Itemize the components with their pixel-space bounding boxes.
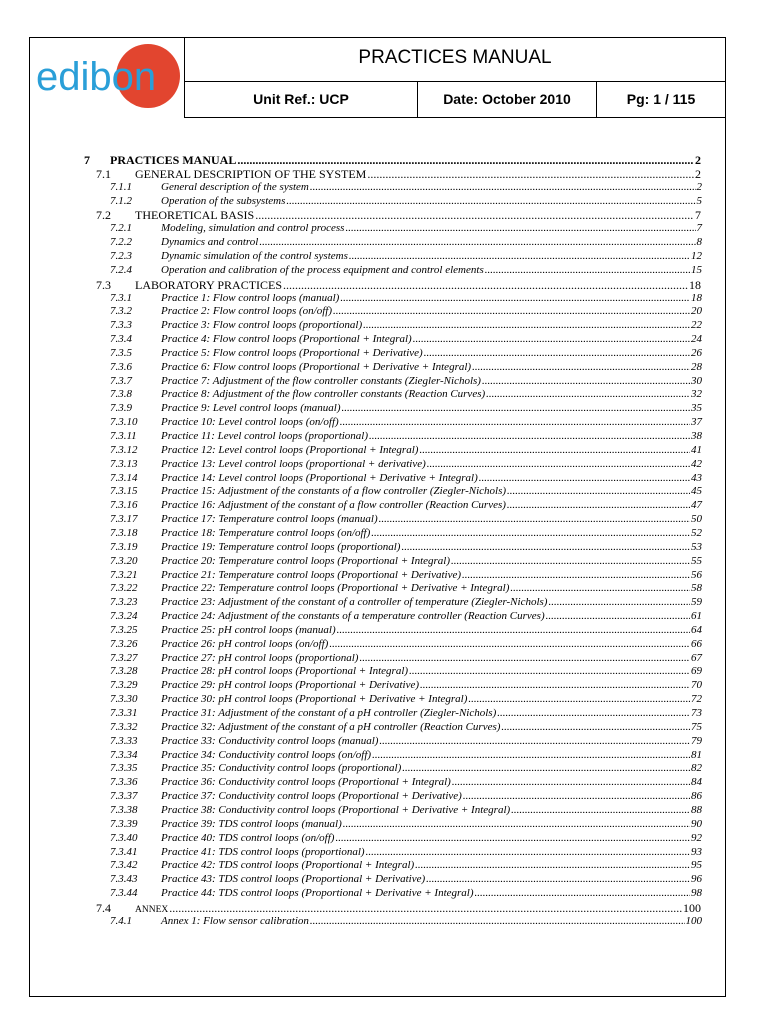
toc-entry-page: 69 xyxy=(691,665,702,678)
toc-dot-leader xyxy=(359,652,690,664)
toc-dot-leader xyxy=(372,749,690,761)
toc-entry-title: Practice 20: Temperature control loops (Proportional + Integral) xyxy=(161,554,451,567)
toc-entry-number: 7.3.38 xyxy=(110,803,138,816)
toc-entry[interactable] xyxy=(110,513,702,525)
toc-dot-leader xyxy=(486,388,690,400)
toc-entry[interactable] xyxy=(84,153,701,168)
toc-dot-leader xyxy=(497,707,690,719)
toc-entry[interactable] xyxy=(110,555,702,567)
toc-entry-page: 100 xyxy=(683,900,701,915)
toc-entry-number: 7.3.27 xyxy=(110,651,138,664)
toc-entry[interactable] xyxy=(110,582,702,594)
toc-dot-leader xyxy=(546,610,690,622)
toc-entry-page: 2 xyxy=(695,153,701,167)
toc-entry-number: 7.3.11 xyxy=(110,430,137,442)
toc-entry-page: 42 xyxy=(691,457,702,470)
toc-dot-leader xyxy=(371,527,690,539)
toc-entry-title: Practice 9: Level control loops (manual) xyxy=(161,402,341,415)
toc-entry-page: 95 xyxy=(691,859,702,872)
toc-dot-leader xyxy=(472,361,690,373)
toc-entry-page: 28 xyxy=(691,360,702,373)
toc-entry-title: Practice 29: pH control loops (Proportional + Derivative) xyxy=(161,679,420,692)
toc-entry-title: Practice 21: Temperature control loops (Proportional + Derivative) xyxy=(161,568,461,581)
toc-entry-title: Practice 14: Level control loops (Proportional + Derivative + Integral) xyxy=(161,471,478,484)
toc-entry-number: 7.3.25 xyxy=(110,623,138,636)
toc-dot-leader xyxy=(501,721,690,733)
toc-entry[interactable] xyxy=(110,388,702,400)
toc-entry-number: 7.4.1 xyxy=(110,914,132,927)
toc-entry[interactable] xyxy=(110,735,702,747)
toc-entry-title: Practice 28: pH control loops (Proportional + Integral) xyxy=(161,665,409,678)
toc-entry-number: 7.3.20 xyxy=(110,554,138,567)
toc-dot-leader xyxy=(451,555,690,567)
toc-entry[interactable] xyxy=(110,693,702,705)
toc-entry[interactable] xyxy=(96,901,701,916)
toc-entry[interactable] xyxy=(110,652,702,664)
toc-entry[interactable] xyxy=(110,416,702,428)
toc-entry[interactable] xyxy=(110,804,702,816)
toc-entry-title: Practice 16: Adjustment of the constant of a flow controller (Reaction Curves) xyxy=(161,499,506,512)
toc-entry[interactable] xyxy=(110,665,702,677)
toc-entry[interactable] xyxy=(110,776,702,788)
toc-entry-number: 7.3.22 xyxy=(110,582,138,595)
toc-dot-leader xyxy=(482,375,690,387)
toc-entry-number: 7.3.21 xyxy=(110,568,138,581)
toc-entry-title: Practice 5: Flow control loops (Proportional + Derivative) xyxy=(161,346,423,359)
toc-entry-page: 26 xyxy=(691,346,702,359)
toc-dot-leader xyxy=(340,292,690,304)
toc-entry-number: 7.2.3 xyxy=(110,249,132,262)
toc-entry-page: 66 xyxy=(691,637,702,650)
toc-entry-number: 7.3.42 xyxy=(110,859,138,872)
toc-entry-title: Dynamics and control xyxy=(161,236,259,249)
toc-entry[interactable] xyxy=(110,610,702,622)
toc-entry-title: Practice 11: Level control loops (proportional) xyxy=(161,430,369,442)
toc-dot-leader xyxy=(237,153,694,168)
toc-entry-page: 18 xyxy=(689,277,701,292)
toc-entry-title: Practice 30: pH control loops (Proportional + Derivative + Integral) xyxy=(161,693,468,706)
unit-reference: Unit Ref.: UCP xyxy=(185,82,418,117)
toc-entry-number: 7.3.9 xyxy=(110,402,132,415)
toc-dot-leader xyxy=(286,195,695,207)
toc-dot-leader xyxy=(402,762,690,774)
toc-entry-title: THEORETICAL BASIS xyxy=(135,208,255,223)
toc-entry-title: Practice 38: Conductivity control loops (Proportional + Derivative + Integral) xyxy=(161,803,511,816)
toc-entry-number: 7.3.19 xyxy=(110,540,138,553)
document-date: Date: October 2010 xyxy=(418,82,597,117)
toc-dot-leader xyxy=(349,250,690,262)
toc-entry-page: 90 xyxy=(691,817,702,830)
toc-entry-title: Practice 25: pH control loops (manual) xyxy=(161,623,336,636)
toc-entry-page: 98 xyxy=(691,887,702,899)
toc-entry[interactable] xyxy=(110,569,702,581)
toc-entry-page: 86 xyxy=(691,790,702,803)
toc-entry-title: Practice 31: Adjustment of the constant of a pH controller (Ziegler-Nichols) xyxy=(161,707,497,719)
toc-dot-leader xyxy=(427,458,690,470)
toc-dot-leader xyxy=(426,873,690,885)
toc-entry-title: Practice 22: Temperature control loops (Proportional + Derivative + Integral) xyxy=(161,582,510,595)
toc-entry[interactable] xyxy=(110,250,702,262)
toc-entry-number: 7.3.4 xyxy=(110,333,132,345)
toc-entry[interactable] xyxy=(110,333,702,345)
toc-entry-title: Practice 3: Flow control loops (proportional) xyxy=(161,319,363,332)
toc-entry-page: 75 xyxy=(691,720,702,733)
toc-entry-page: 41 xyxy=(691,443,702,456)
toc-entry[interactable] xyxy=(110,347,702,359)
page-indicator: Pg: 1 / 115 xyxy=(626,91,696,107)
toc-dot-leader xyxy=(420,679,690,691)
toc-dot-leader xyxy=(413,333,690,345)
toc-entry[interactable] xyxy=(110,638,702,650)
toc-entry-page: 35 xyxy=(691,402,702,415)
toc-entry-title: Practice 41: TDS control loops (proportional) xyxy=(161,845,365,858)
toc-entry-number: 7.3.28 xyxy=(110,665,138,678)
toc-entry-title: Practice 1: Flow control loops (manual) xyxy=(161,291,340,304)
document-title: PRACTICES MANUAL xyxy=(185,38,725,82)
toc-entry-number: 7.3.29 xyxy=(110,679,138,692)
toc-entry-number: 7 xyxy=(84,153,90,167)
toc-dot-leader xyxy=(510,582,690,594)
toc-entry-page: 15 xyxy=(691,263,702,276)
toc-entry-page: 64 xyxy=(691,623,702,636)
toc-dot-leader xyxy=(310,181,696,193)
toc-entry-title: Practice 35: Conductivity control loops (proportional) xyxy=(161,762,402,775)
toc-dot-leader xyxy=(329,638,690,650)
toc-entry-title: Practice 15: Adjustment of the constants of a flow controller (Ziegler-Nichols) xyxy=(161,485,507,498)
toc-entry-number: 7.3.6 xyxy=(110,360,132,373)
toc-dot-leader xyxy=(259,236,695,248)
toc-entry[interactable] xyxy=(110,472,702,484)
toc-dot-leader xyxy=(548,596,690,608)
toc-entry[interactable] xyxy=(110,485,702,497)
toc-entry-number: 7.3.32 xyxy=(110,720,138,733)
toc-dot-leader xyxy=(401,541,690,553)
toc-dot-leader xyxy=(507,485,690,497)
toc-dot-leader xyxy=(452,776,690,788)
toc-entry[interactable] xyxy=(96,278,701,293)
toc-entry-number: 7.3.37 xyxy=(110,790,138,803)
toc-entry-page: 79 xyxy=(691,734,702,747)
toc-entry-number: 7.3.1 xyxy=(110,291,132,304)
toc-entry-number: 7.3.17 xyxy=(110,513,138,526)
toc-entry-title: Practice 32: Adjustment of the constant of a pH controller (Reaction Curves) xyxy=(161,720,501,733)
toc-entry-number: 7.1.1 xyxy=(110,180,132,193)
toc-entry-number: 7.1 xyxy=(96,166,111,181)
toc-entry-title: PRACTICES MANUAL xyxy=(110,153,237,167)
toc-entry[interactable] xyxy=(110,319,702,331)
toc-entry[interactable] xyxy=(110,873,702,885)
toc-entry-page: 45 xyxy=(691,485,702,498)
toc-entry[interactable] xyxy=(110,832,702,844)
toc-entry-page: 18 xyxy=(691,291,702,304)
toc-entry[interactable] xyxy=(110,181,702,193)
toc-entry-page: 5 xyxy=(696,194,702,207)
toc-entry-title: General description of the system xyxy=(161,180,309,193)
toc-entry[interactable] xyxy=(110,762,702,774)
toc-dot-leader xyxy=(409,665,690,677)
toc-entry-page: 30 xyxy=(691,374,702,387)
toc-entry-page: 88 xyxy=(691,803,702,816)
toc-entry[interactable] xyxy=(110,749,702,761)
toc-entry[interactable] xyxy=(110,790,702,802)
toc-entry[interactable] xyxy=(110,679,702,691)
toc-entry-page: 8 xyxy=(696,236,702,249)
toc-dot-leader xyxy=(379,735,690,747)
toc-entry-number: 7.3.24 xyxy=(110,610,138,622)
toc-entry-number: 7.3.7 xyxy=(110,374,132,387)
toc-entry-page: 2 xyxy=(696,180,702,193)
toc-dot-leader xyxy=(463,790,690,802)
toc-entry-title: Practice 6: Flow control loops (Proportional + Derivative + Integral) xyxy=(161,360,472,373)
toc-entry[interactable] xyxy=(110,458,702,470)
toc-entry-title: Practice 7: Adjustment of the flow controller constants (Ziegler-Nichols) xyxy=(161,374,481,387)
toc-dot-leader xyxy=(345,222,695,234)
toc-entry-number: 7.3.3 xyxy=(110,319,132,332)
toc-entry-number: 7.3.30 xyxy=(110,693,138,706)
toc-entry-page: 93 xyxy=(691,845,702,858)
toc-entry-page: 96 xyxy=(691,873,702,886)
toc-entry-title: Practice 33: Conductivity control loops (manual) xyxy=(161,734,379,747)
toc-entry-title: Practice 39: TDS control loops (manual) xyxy=(161,817,342,830)
toc-entry-number: 7.3.40 xyxy=(110,831,138,844)
toc-entry-number: 7.3.34 xyxy=(110,748,138,761)
toc-entry[interactable] xyxy=(96,167,701,182)
toc-entry-page: 56 xyxy=(691,568,702,581)
toc-dot-leader xyxy=(283,278,688,293)
toc-entry-page: 70 xyxy=(691,679,702,692)
toc-entry-title: Practice 36: Conductivity control loops (Proportional + Integral) xyxy=(161,776,451,789)
toc-entry-number: 7.1.2 xyxy=(110,194,132,207)
toc-entry-title: Annex 1: Flow sensor calibration xyxy=(161,914,309,927)
toc-entry[interactable] xyxy=(110,264,702,276)
toc-entry[interactable] xyxy=(110,915,702,927)
toc-dot-leader xyxy=(369,430,690,442)
toc-entry-title: Practice 2: Flow control loops (on/off) xyxy=(161,305,332,318)
toc-dot-leader xyxy=(475,887,690,899)
logo-text: edibon xyxy=(36,55,157,99)
toc-entry[interactable] xyxy=(110,707,702,719)
toc-entry-title: ANNEX xyxy=(135,904,169,915)
toc-entry-title: Practice 13: Level control loops (proportional + derivative) xyxy=(161,457,426,470)
toc-entry-page: 52 xyxy=(691,527,702,539)
toc-entry-title: Practice 23: Adjustment of the constant of a controller of temperature (Ziegler-Nichols) xyxy=(161,596,548,609)
toc-entry-number: 7.3.10 xyxy=(110,416,138,429)
toc-entry[interactable] xyxy=(110,305,702,317)
toc-entry-number: 7.3.16 xyxy=(110,499,138,512)
toc-dot-leader xyxy=(310,915,685,927)
toc-entry[interactable] xyxy=(110,846,702,858)
toc-dot-leader xyxy=(342,402,690,414)
toc-entry-page: 81 xyxy=(691,748,702,761)
toc-entry-title: Practice 24: Adjustment of the constants of a temperature controller (Reaction Curves) xyxy=(161,610,545,622)
toc-entry-number: 7.2 xyxy=(96,208,111,223)
toc-entry-number: 7.2.2 xyxy=(110,236,132,249)
toc-entry-page: 22 xyxy=(691,319,702,332)
toc-entry-title: Practice 18: Temperature control loops (on/off) xyxy=(161,527,371,539)
toc-dot-leader xyxy=(462,569,690,581)
toc-entry[interactable] xyxy=(110,236,702,248)
toc-entry-page: 47 xyxy=(691,499,702,512)
toc-entry[interactable] xyxy=(110,859,702,871)
toc-entry-page: 2 xyxy=(695,166,701,181)
toc-entry-number: 7.3.8 xyxy=(110,388,132,401)
toc-entry-page: 43 xyxy=(691,471,702,484)
toc-entry[interactable] xyxy=(110,292,702,304)
toc-entry[interactable] xyxy=(96,208,701,223)
toc-entry-page: 24 xyxy=(691,333,702,345)
toc-entry-title: GENERAL DESCRIPTION OF THE SYSTEM xyxy=(135,166,367,181)
toc-entry-title: Practice 43: TDS control loops (Proportional + Derivative) xyxy=(161,873,426,886)
toc-dot-leader xyxy=(335,832,690,844)
toc-entry[interactable] xyxy=(110,375,702,387)
toc-entry-number: 7.4 xyxy=(96,900,111,915)
toc-entry-page: 84 xyxy=(691,776,702,789)
toc-entry-page: 67 xyxy=(691,651,702,664)
toc-entry[interactable] xyxy=(110,887,702,899)
toc-entry[interactable] xyxy=(110,596,702,608)
toc-entry-title: Operation of the subsystems xyxy=(161,194,286,207)
toc-entry-title: Practice 4: Flow control loops (Proportional + Integral) xyxy=(161,333,412,345)
toc-dot-leader xyxy=(468,693,690,705)
toc-entry-title: Practice 19: Temperature control loops (proportional) xyxy=(161,540,401,553)
toc-entry-page: 12 xyxy=(691,249,702,262)
toc-entry-page: 55 xyxy=(691,554,702,567)
toc-entry-title: Modeling, simulation and control process xyxy=(161,222,345,235)
toc-dot-leader xyxy=(169,901,682,916)
toc-dot-leader xyxy=(485,264,690,276)
toc-entry[interactable] xyxy=(110,541,702,553)
toc-entry-number: 7.3.41 xyxy=(110,845,138,858)
toc-dot-leader xyxy=(367,167,694,182)
toc-entry-title: Practice 37: Conductivity control loops (Proportional + Derivative) xyxy=(161,790,462,803)
toc-entry-number: 7.3.5 xyxy=(110,346,132,359)
toc-entry-number: 7.3.33 xyxy=(110,734,138,747)
toc-entry-title: Practice 26: pH control loops (on/off) xyxy=(161,637,329,650)
toc-dot-leader xyxy=(379,513,690,525)
toc-dot-leader xyxy=(415,859,690,871)
toc-entry-number: 7.2.1 xyxy=(110,222,132,235)
toc-entry[interactable] xyxy=(110,499,702,511)
toc-entry[interactable] xyxy=(110,444,702,456)
toc-entry[interactable] xyxy=(110,721,702,733)
toc-entry-title: Operation and calibration of the process equipment and control elements xyxy=(161,263,484,276)
toc-entry-number: 7.3.12 xyxy=(110,443,138,456)
toc-dot-leader xyxy=(507,499,690,511)
toc-dot-leader xyxy=(419,444,690,456)
toc-entry-number: 7.3.39 xyxy=(110,817,138,830)
toc-entry[interactable] xyxy=(110,527,702,539)
toc-entry[interactable] xyxy=(110,430,702,442)
toc-entry[interactable] xyxy=(110,624,702,636)
toc-dot-leader xyxy=(363,319,690,331)
toc-entry-title: Practice 8: Adjustment of the flow controller constants (Reaction Curves) xyxy=(161,388,486,401)
toc-entry-title: Dynamic simulation of the control systems xyxy=(161,249,348,262)
toc-entry-page: 53 xyxy=(691,540,702,553)
toc-dot-leader xyxy=(340,416,690,428)
toc-entry-title: Practice 44: TDS control loops (Proportional + Derivative + Integral) xyxy=(161,887,474,899)
toc-entry[interactable] xyxy=(110,402,702,414)
toc-entry[interactable] xyxy=(110,195,702,207)
toc-dot-leader xyxy=(255,208,694,223)
toc-dot-leader xyxy=(333,305,690,317)
toc-entry-title: Practice 34: Conductivity control loops (on/off) xyxy=(161,748,372,761)
toc-entry-number: 7.3.13 xyxy=(110,457,138,470)
toc-entry-number: 7.3.31 xyxy=(110,707,138,719)
toc-entry-page: 61 xyxy=(691,610,702,622)
toc-entry-number: 7.3.18 xyxy=(110,527,138,539)
toc-entry[interactable] xyxy=(110,222,702,234)
toc-dot-leader xyxy=(511,804,690,816)
toc-entry-page: 73 xyxy=(691,707,702,719)
toc-entry-number: 7.2.4 xyxy=(110,263,132,276)
toc-entry-number: 7.3.35 xyxy=(110,762,138,775)
toc-entry-page: 50 xyxy=(691,513,702,526)
toc-entry-number: 7.3.14 xyxy=(110,471,138,484)
toc-entry-page: 38 xyxy=(691,430,702,442)
toc-dot-leader xyxy=(337,624,690,636)
toc-entry-page: 72 xyxy=(691,693,702,706)
toc-entry[interactable] xyxy=(110,818,702,830)
toc-entry-number: 7.3.15 xyxy=(110,485,138,498)
toc-entry[interactable] xyxy=(110,361,702,373)
toc-entry-page: 37 xyxy=(691,416,702,429)
toc-entry-page: 59 xyxy=(691,596,702,609)
toc-dot-leader xyxy=(343,818,690,830)
toc-entry-title: Practice 40: TDS control loops (on/off) xyxy=(161,831,335,844)
toc-dot-leader xyxy=(424,347,690,359)
toc-entry-page: 32 xyxy=(691,388,702,401)
toc-entry-title: Practice 42: TDS control loops (Proportional + Integral) xyxy=(161,859,415,872)
toc-entry-number: 7.3.44 xyxy=(110,887,138,899)
toc-entry-page: 7 xyxy=(696,222,702,235)
toc-entry-page: 20 xyxy=(691,305,702,318)
toc-entry-title: Practice 10: Level control loops (on/off) xyxy=(161,416,339,429)
toc-dot-leader xyxy=(479,472,690,484)
toc-entry-number: 7.3.2 xyxy=(110,305,132,318)
toc-entry-page: 82 xyxy=(691,762,702,775)
toc-entry-number: 7.3 xyxy=(96,277,111,292)
toc-entry-title: Practice 27: pH control loops (proportional) xyxy=(161,651,359,664)
toc-entry-number: 7.3.26 xyxy=(110,637,138,650)
toc-entry-page: 92 xyxy=(691,831,702,844)
toc-entry-title: LABORATORY PRACTICES xyxy=(135,277,283,292)
toc-entry-number: 7.3.36 xyxy=(110,776,138,789)
toc-entry-number: 7.3.23 xyxy=(110,596,138,609)
toc-dot-leader xyxy=(366,846,690,858)
toc-entry-page: 100 xyxy=(685,914,702,927)
toc-entry-number: 7.3.43 xyxy=(110,873,138,886)
toc-entry-title: Practice 17: Temperature control loops (manual) xyxy=(161,513,378,526)
toc-entry-page: 7 xyxy=(695,208,701,223)
toc-entry-title: Practice 12: Level control loops (Proportional + Integral) xyxy=(161,443,419,456)
toc-entry-page: 58 xyxy=(691,582,702,595)
